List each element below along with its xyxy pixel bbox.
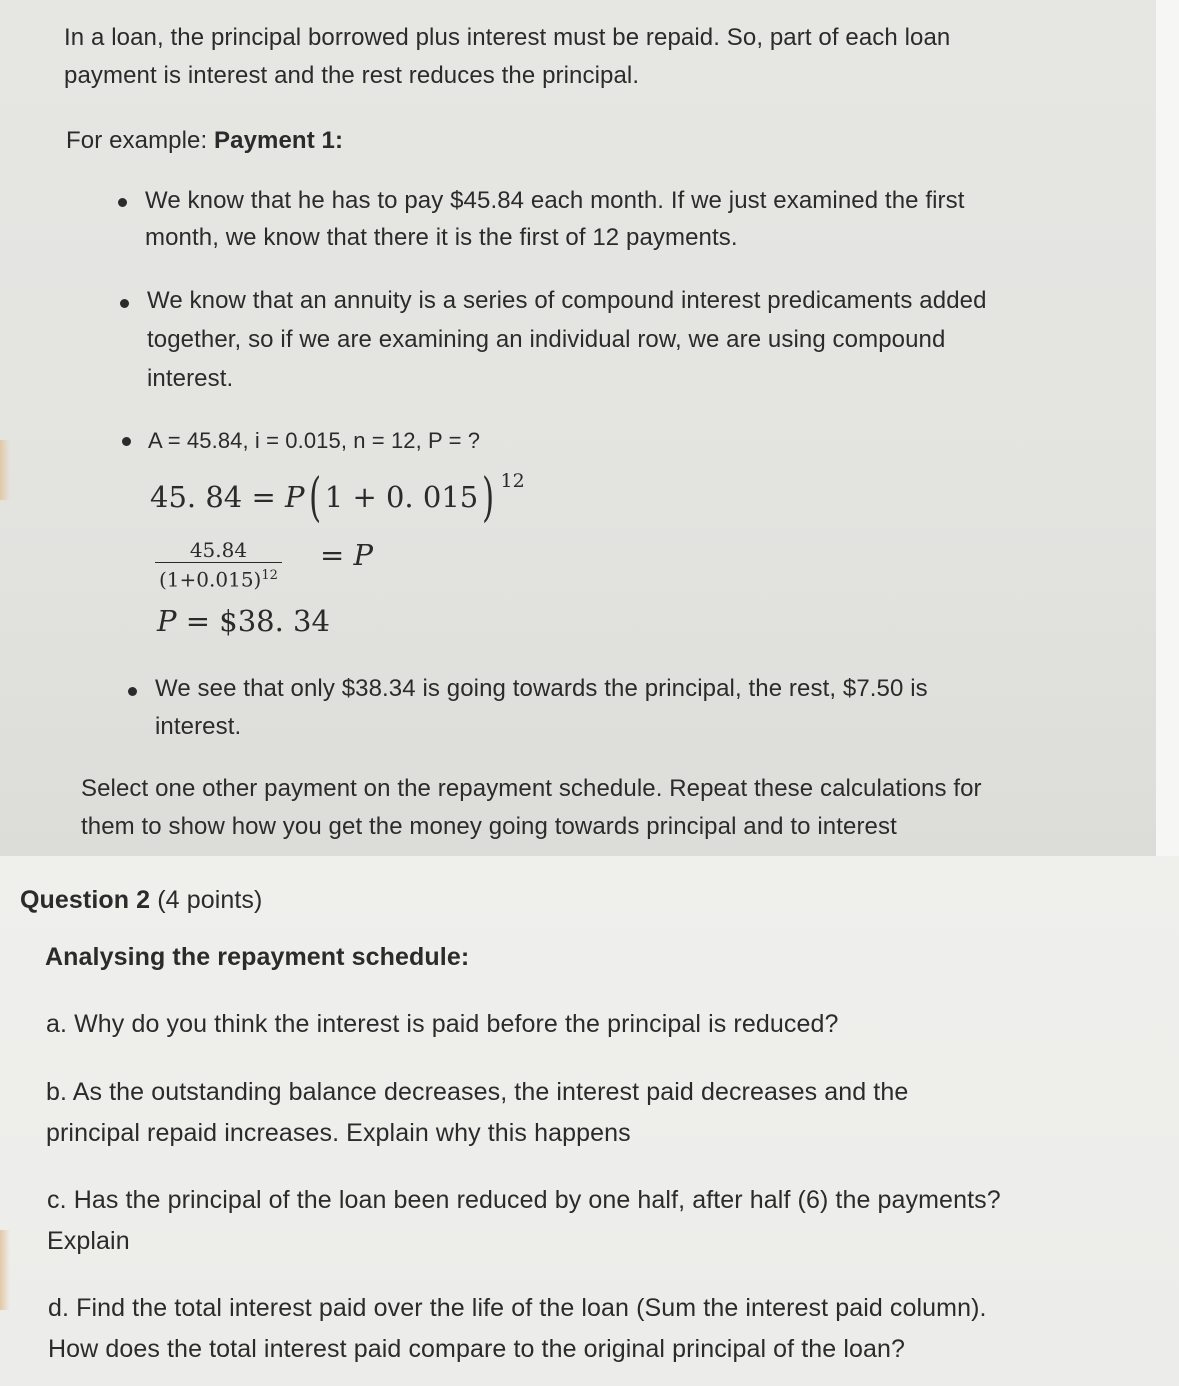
equation-1-exponent: 12 [500, 470, 525, 492]
equation-1-inner: 1 + 0. 015 [324, 480, 479, 514]
example-heading [66, 121, 343, 160]
edge-shadow-bottom [0, 1230, 10, 1310]
question-part-c-line-1: c. Has the principal of the loan been reduced by one half, after half (6) the payments? [47, 1186, 1001, 1214]
bullet-3-line-1: A = 45.84, i = 0.015, n = 12, P = ? [148, 428, 481, 453]
fraction-equals: = [320, 538, 345, 572]
bullet-dot-3 [122, 437, 131, 446]
fraction-denominator [155, 563, 282, 593]
left-paren: ( [308, 468, 321, 528]
question-part-d-line-1: d. Find the total interest paid over the life of the loan (Sum the interest paid column). [48, 1294, 987, 1322]
task-line-1: Select one other payment on the repayment schedule. Repeat these calculations for [81, 775, 982, 802]
fraction-numerator: 45.84 [155, 538, 282, 563]
fraction [155, 538, 282, 593]
bullet-4-line-2: interest. [155, 713, 242, 740]
question-subtitle: Analysing the repayment schedule: [45, 943, 470, 971]
bullet-dot-4 [128, 687, 137, 696]
bullet-1-line-1: We know that he has to pay $45.84 each month. If we just examined the first [145, 187, 965, 214]
fraction-denominator-base: (1+0.015) [159, 567, 262, 592]
bullet-2-line-3: interest. [147, 365, 234, 392]
example-prefix: For example: [66, 127, 208, 154]
bullet-1-line-2: month, we know that there it is the first of 12 payments. [145, 224, 738, 251]
fraction-var: P [353, 538, 374, 572]
edge-shadow-top [0, 440, 10, 500]
intro-line-2: payment is interest and the rest reduces the principal. [64, 62, 640, 89]
equation-1-var: P [284, 480, 305, 514]
question-number: Question 2 [20, 886, 151, 914]
right-paren: ) [482, 468, 495, 528]
question-points: (4 points) [157, 886, 263, 914]
question-title [20, 881, 262, 920]
question-part-d-line-2: How does the total interest paid compare to the original principal of the loan? [48, 1335, 906, 1363]
bullet-dot-1 [118, 198, 127, 207]
intro-line-1: In a loan, the principal borrowed plus interest must be repaid. So, part of each loan [64, 24, 951, 51]
result-value: = $38. 34 [185, 604, 330, 638]
question-part-b-line-2: principal repaid increases. Explain why this happens [46, 1119, 631, 1147]
equation-1 [150, 468, 525, 528]
bullet-4-line-1: We see that only $38.34 is going towards the principal, the rest, $7.50 is [155, 675, 928, 702]
fraction-denominator-exponent: 12 [261, 568, 278, 583]
task-line-2: them to show how you get the money going towards principal and to interest [81, 813, 897, 840]
question-part-c-line-2: Explain [47, 1227, 130, 1255]
bullet-dot-2 [120, 299, 129, 308]
question-part-a: a. Why do you think the interest is paid before the principal is reduced? [46, 1010, 839, 1038]
payment-heading: Payment 1: [214, 127, 344, 154]
bullet-2-line-2: together, so if we are examining an individual row, we are using compound [147, 326, 946, 353]
fraction-rhs [320, 538, 373, 572]
equation-1-lhs: 45. 84 = [150, 480, 276, 514]
bullet-2-line-1: We know that an annuity is a series of compound interest predicaments added [147, 287, 987, 314]
question-part-b-line-1: b. As the outstanding balance decreases, the interest paid decreases and the [46, 1078, 909, 1106]
result-equation [157, 604, 330, 638]
result-var: P [157, 604, 177, 638]
panel-edge [1156, 0, 1179, 856]
